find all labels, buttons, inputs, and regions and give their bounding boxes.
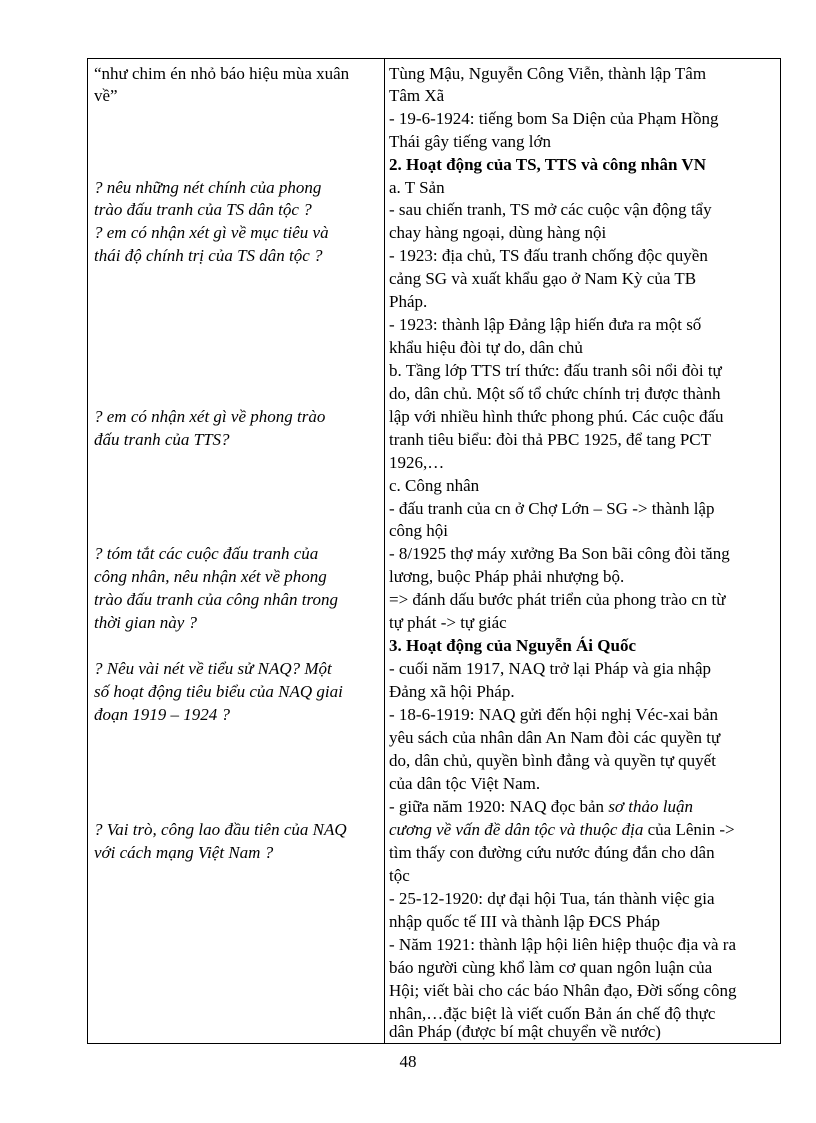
answer-line: - 25-12-1920: dự đại hội Tua, tán thành việc gia [389, 889, 715, 908]
answer-line: c. Công nhân [389, 476, 480, 495]
answers-column [385, 59, 782, 1043]
answer-line: - sau chiến tranh, TS mở các cuộc vận động tẩy [389, 200, 712, 219]
question-line: trào đấu tranh của TS dân tộc ? [94, 200, 312, 219]
question-line: “như chim én nhỏ báo hiệu mùa xuân [94, 64, 350, 83]
answer-line: do, dân chủ, quyền bình đẳng và quyền tự quyết [389, 751, 716, 770]
answer-line: báo người cùng khổ làm cơ quan ngôn luận của [389, 958, 713, 977]
question-line: về” [94, 86, 118, 105]
answer-line: Tùng Mậu, Nguyễn Công Viễn, thành lập Tâm [389, 64, 707, 83]
answer-line: a. T Sản [389, 178, 445, 197]
question-line: ? Vai trò, công lao đầu tiên của NAQ [94, 820, 347, 839]
answer-line: nhập quốc tế III và thành lập ĐCS Pháp [389, 912, 660, 931]
answer-line: - 1923: thành lập Đảng lập hiến đưa ra một số [389, 315, 702, 334]
answer-line: của dân tộc Việt Nam. [389, 774, 541, 793]
answer-line: cảng SG và xuất khẩu gạo ở Nam Kỳ của TB [389, 269, 697, 288]
page-number: 48 [399, 1052, 417, 1071]
question-line: đoạn 1919 – 1924 ? [94, 705, 230, 724]
answer-text: - giữa năm 1920: NAQ đọc bản [389, 797, 609, 816]
question-line: công nhân, nêu nhận xét về phong [94, 567, 327, 586]
answer-line: - 18-6-1919: NAQ gửi đến hội nghị Véc-xai bản [389, 705, 719, 724]
answer-line: dân Pháp (được bí mật chuyển về nước) [389, 1022, 661, 1041]
answer-line: Tâm Xã [389, 86, 445, 105]
answer-line: - 19-6-1924: tiếng bom Sa Diện của Phạm Hồng [389, 109, 719, 128]
answer-line: - 8/1925 thợ máy xưởng Ba Son bãi công đòi tăng [389, 544, 730, 563]
answer-line: do, dân chủ. Một số tổ chức chính trị được thành [389, 384, 721, 403]
answer-line: - đấu tranh của cn ở Chợ Lớn – SG -> thành lập [389, 499, 715, 518]
answer-text: của Lênin -> [643, 820, 735, 839]
question-line: thái độ chính trị của TS dân tộc ? [94, 246, 323, 265]
answer-line: nhân,…đặc biệt là viết cuốn Bản án chế độ thực [389, 1004, 716, 1023]
answer-line: lập với nhiều hình thức phong phú. Các cuộc đấu [389, 407, 724, 426]
section-heading: 3. Hoạt động của Nguyễn Ái Quốc [389, 636, 636, 655]
answer-line [389, 796, 693, 818]
question-line: số hoạt động tiêu biểu của NAQ giai [94, 682, 343, 701]
question-line: với cách mạng Việt Nam ? [94, 843, 274, 862]
question-line: đấu tranh của TTS? [94, 430, 230, 449]
answer-line: lương, buộc Pháp phải nhượng bộ. [389, 567, 625, 586]
answer-line: => đánh dấu bước phát triển của phong trào cn từ [389, 590, 726, 609]
answer-line: Hội; viết bài cho các báo Nhân đạo, Đời sống công [389, 981, 737, 1000]
answer-italic-text: sơ thảo luận [608, 797, 693, 816]
answer-line: Pháp. [389, 292, 428, 311]
question-line: ? em có nhận xét gì về phong trào [94, 407, 326, 426]
answer-line [389, 819, 735, 841]
answer-line: - Năm 1921: thành lập hội liên hiệp thuộc địa và ra [389, 935, 736, 954]
answer-line: tìm thấy con đường cứu nước đúng đắn cho dân [389, 843, 715, 862]
answer-line: công hội [389, 521, 449, 540]
answer-line: - 1923: địa chủ, TS đấu tranh chống độc quyền [389, 246, 708, 265]
answer-line: khẩu hiệu đòi tự do, dân chủ [389, 338, 583, 357]
question-line: ? nêu những nét chính của phong [94, 178, 322, 197]
answer-line: chay hàng ngoại, dùng hàng nội [389, 223, 607, 242]
answer-line: tộc [389, 866, 410, 885]
answer-line: tự phát -> tự giác [389, 613, 507, 632]
question-line: ? em có nhận xét gì về mục tiêu và [94, 223, 329, 242]
answer-line: - cuối năm 1917, NAQ trở lại Pháp và gia nhập [389, 659, 712, 678]
questions-column [88, 59, 384, 1043]
answer-line: Thái gây tiếng vang lớn [389, 132, 551, 151]
question-line: ? Nêu vài nét về tiểu sử NAQ? Một [94, 659, 332, 678]
answer-line: tranh tiêu biểu: đòi thả PBC 1925, để tang PCT [389, 430, 712, 449]
section-heading: 2. Hoạt động của TS, TTS và công nhân VN [389, 155, 706, 174]
question-line: ? tóm tắt các cuộc đấu tranh của [94, 544, 319, 563]
answer-italic-text: cương về vấn đề dân tộc và thuộc địa [389, 820, 644, 839]
question-line: trào đấu tranh của công nhân trong [94, 590, 338, 609]
answer-line: yêu sách của nhân dân An Nam đòi các quyền tự [389, 728, 721, 747]
content-table [87, 58, 781, 1044]
answer-line: b. Tầng lớp TTS trí thức: đấu tranh sôi nổi đòi tự [389, 361, 722, 380]
answer-line: 1926,… [389, 453, 445, 472]
answer-line: Đảng xã hội Pháp. [389, 682, 515, 701]
question-line: thời gian này ? [94, 613, 198, 632]
